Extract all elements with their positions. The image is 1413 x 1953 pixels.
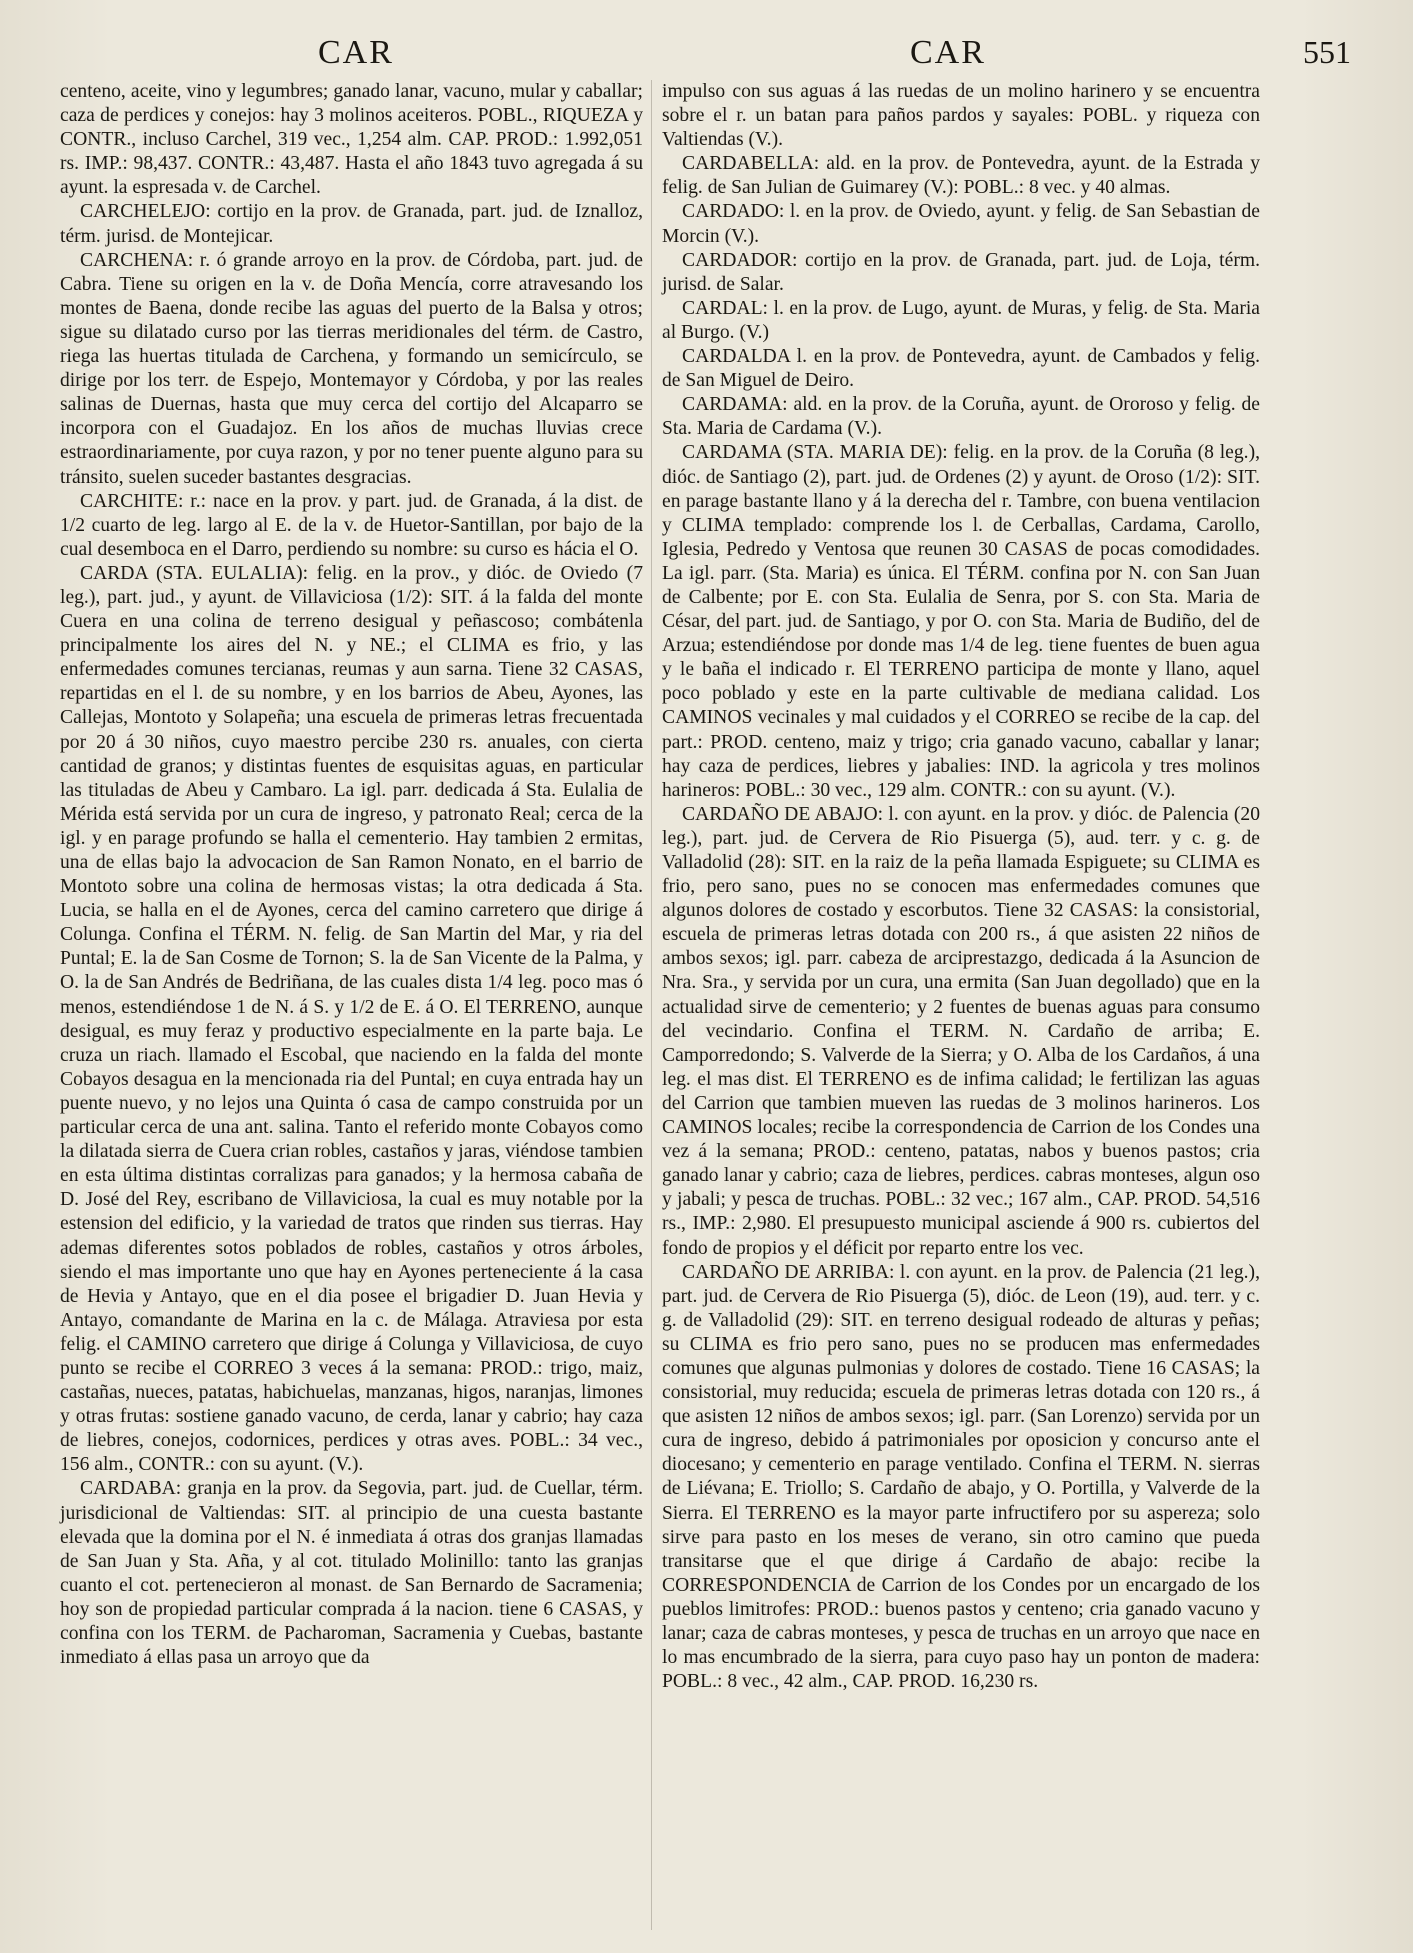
right-column <box>662 80 1260 1694</box>
entry-cardalda: CARDALDA l. en la prov. de Pontevedra, ayunt. de Cambados y felig. de San Miguel de Deiro. <box>662 346 1260 392</box>
entry-continuation: impulso con sus aguas á las ruedas de un molino harinero y se encuentra sobre el r. un batan para paños pardos y sayales: POBL. y riqueza con Valtiendas (V.). <box>662 81 1260 151</box>
entry-cardabella: CARDABELLA: ald. en la prov. de Pontevedra, ayunt. de la Estrada y felig. de San Julian de Guimarey (V.): POBL.: 8 vec. y 40 almas. <box>662 153 1260 199</box>
entry-cardano-de-abajo: CARDAÑO DE ABAJO: l. con ayunt. en la prov. y dióc. de Palencia (20 leg.), part. jud. de Cervera de Rio Pisuerga (5), aud. terr. y c. g. de Valladolid (28): SIT. en la raiz de la peña llamada Espiguete; su CLIMA es frio, pero sano, pues no se conocen mas enfermedades comunes que algunos dolores de costado y escorbutos. Tiene 32 CASAS: la consistorial, escuela de primeras letras dotada con 200 rs., á que asisten 22 niños de ambos sexos; igl. parr. cabeza de arciprestazgo, dedicada á la Asuncion de Nra. Sra., y servida por un cura, una ermita (San Juan degollado) que en la actualidad sirve de cementerio; y 2 fuentes de buenas aguas para consumo del vecindario. Confina el TERM. N. Cardaño de arriba; E. Camporredondo; S. Valverde de la Sierra; y O. Alba de los Cardaños, á una leg. el mas dist. El TERRENO es de infima calidad; le fertilizan las aguas del Carrion que tambien mueven las ruedas de 3 molinos harineros. Los CAMINOS locales; recibe la correspondencia de Carrion de los Condes una vez á la semana; PROD.: centeno, patatas, nabos y buenos pastos; cria ganado lanar y cabrio; caza de liebres, perdices. cabras monteses, algun oso y jabali; y pesca de truchas. POBL.: 32 vec.; 167 alm., CAP. PROD. 54,516 rs., IMP.: 2,980. El presupuesto municipal asciende á 900 rs. cubiertos del fondo de propios y el déficit por reparto entre los vec. <box>662 803 1260 1259</box>
entry-cardador: CARDADOR: cortijo en la prov. de Granada, part. jud. de Loja, térm. jurisd. de Salar. <box>662 249 1260 295</box>
page-number: 551 <box>1303 34 1351 70</box>
left-column <box>60 80 643 1670</box>
entry-continuation: centeno, aceite, vino y legumbres; ganado lanar, vacuno, mular y caballar; caza de perdices y conejos: hay 3 molinos aceiteros. POBL., RIQUEZA y CONTR., incluso Carchel, 319 vec., 1,254 alm. CAP. PROD.: 1.992,051 rs. IMP.: 98,437. CONTR.: 43,487. Hasta el año 1843 tuvo agregada á su ayunt. la espresada v. de Carchel. <box>60 81 643 199</box>
entry-cardano-de-arriba: CARDAÑO DE ARRIBA: l. con ayunt. en la prov. de Palencia (21 leg.), part. jud. de Cervera de Rio Pisuerga (5), dióc. de Leon (19), aud. terr. y c. g. de Valladolid (29): SIT. en terreno desigual rodeado de alturas y peñas; su CLIMA es frio pero sano, pues no se producen mas enfermedades comunes que algunas pulmonias y dolores de costado. Tiene 16 CASAS; la consistorial, muy reducida; escuela de primeras letras dotada con 120 rs., á que asisten 12 niños de ambos sexos; igl. parr. (San Lorenzo) servida por un cura de ingreso, debido á patrimoniales por oposicion y concurso ante el diocesano; y cementerio en parage ventilado. Confina el TERM. N. sierras de Liévana; E. Triollo; S. Cardaño de abajo, y O. Portilla, y Valverde de la Sierra. El TERRENO es la mayor parte infructifero por su aspereza; solo sirve para pasto en los meses de verano, sin otro camino que pueda transitarse que el que dirige á Cardaño de abajo: recibe la CORRESPONDENCIA de Carrion de los Condes por un encargado de los pueblos limitrofes: PROD.: buenos pastos y centeno; cria ganado vacuno y lanar; caza de cabras monteses, y pesca de truchas en un arroyo que nace en lo mas encumbrado de la sierra, para cuyo paso hay un ponton de madera: POBL.: 8 vec., 42 alm., CAP. PROD. 16,230 rs. <box>662 1261 1260 1693</box>
entry-carchena: CARCHENA: r. ó grande arroyo en la prov. de Córdoba, part. jud. de Cabra. Tiene su origen en la v. de Doña Mencía, corre atravesando los montes de Baena, donde recibe las aguas del puerto de la Balsa y otros; sigue su dilatado curso por las tierras meridionales del térm. de Castro, riega las huertas titulada de Carchena, y formando un semicírculo, se dirige por los terr. de Espejo, Montemayor y Córdoba, y por las reales salinas de Duernas, hasta que muy cerca del cortijo del Alcaparro se incorpora con el Guadajoz. En los años de muchas lluvias crece estraordinariamente, por cuya razon, y por no tener puente alguno para su tránsito, suelen suceder bastantes desgracias. <box>60 249 643 488</box>
entry-cardaba: CARDABA: granja en la prov. da Segovia, part. jud. de Cuellar, térm. jurisdicional de Valtiendas: SIT. al principio de una cuesta bastante elevada que la domina por el N. é inmediata á otras dos granjas llamadas de San Juan y Sta. Aña, y al cot. titulado Molinillo: tanto las granjas cuanto el cot. pertenecieron al monast. de San Bernardo de Sacramenia; hoy son de propiedad particular comprada á la nacion. tiene 6 CASAS, y confina con los TERM. de Pacharoman, Sacramenia y Cuebas, bastante inmediato á ellas pasa un arroyo que da <box>60 1478 643 1669</box>
entry-cardado: CARDADO: l. en la prov. de Oviedo, ayunt. y felig. de San Sebastian de Morcin (V.). <box>662 201 1260 247</box>
entry-carda: CARDA (STA. EULALIA): felig. en la prov., y dióc. de Oviedo (7 leg.), part. jud., y ayunt. de Villaviciosa (1/2): SIT. á la falda del monte Cuera en una colina de terreno desigual y peñascoso; combátenla principalmente los aires del N. y NE.; el CLIMA es frio, y las enfermedades comunes tercianas, reumas y aun sarna. Tiene 32 CASAS, repartidas en el l. de su nombre, y en los barrios de Abeu, Ayones, las Callejas, Montoto y Solapeña; una escuela de primeras letras frecuentada por 20 á 30 niños, cuyo maestro percibe 230 rs. anuales, con cierta cantidad de granos; y distintas fuentes de esquisitas aguas, en particular las tituladas de Abeu y Cambaro. La igl. parr. dedicada á Sta. Eulalia de Mérida está servida por un cura de ingreso, y patronato Real; cerca de la igl. y en parage profundo se halla el cementerio. Hay tambien 2 ermitas, una de ellas bajo la advocacion de San Ramon Nonato, en el barrio de Montoto sobre una colina de hermosas vistas; la otra dedicada á Sta. Lucia, se halla en el de Ayones, cerca del camino carretero que dirige á Colunga. Confina el TÉRM. N. felig. de San Martin del Mar, y ria del Puntal; E. la de San Cosme de Tornon; S. la de San Vicente de la Palma, y O. la de San Andrés de Bedriñana, de las cuales dista 1/4 leg. poco mas ó menos, estendiéndose 1 de N. á S. y 1/2 de E. á O. El TERRENO, aunque desigual, es muy feraz y productivo especialmente en la parte baja. Le cruza un riach. llamado el Escobal, que naciendo en la falda del monte Cobayos desagua en la mencionada ria del Puntal; en cuya entrada hay un puente nuevo, y no lejos una Quinta ó casa de campo construida por un particular cerca de una ant. salina. Tanto el referido monte Cobayos como la dilatada sierra de Cuera crian robles, castaños y jaras, viéndose tambien en esta última distintas corralizas para ganados; y la hermosa cabaña de D. José del Rey, escribano de Villaviciosa, la cual es muy notable por la estension del edificio, y la variedad de tratos que rinden sus tierras. Hay ademas diferentes sotos poblados de robles, castaños y otros árboles, siendo el mas importante uno que hay en Ayones perteneciente á la casa de Hevia y Antayo, que en el dia posee el brigadier D. Juan Hevia y Antayo, comandante de Marina en la c. de Málaga. Atraviesa por esta felig. el CAMINO carretero que dirige á Colunga y Villaviciosa, de cuyo punto se recibe el CORREO 3 veces á la semana: PROD.: trigo, maiz, castañas, nueces, patatas, habichuelas, manzanas, higos, naranjas, limones y otras frutas: sostiene ganado vacuno, de cerda, lanar y cabrio; hay caza de liebres, conejos, codornices, perdices y otras aves. POBL.: 34 vec., 156 alm., CONTR.: con su ayunt. (V.). <box>60 562 643 1476</box>
column-divider <box>651 80 652 1930</box>
entry-cardal: CARDAL: l. en la prov. de Lugo, ayunt. de Muras, y felig. de Sta. Maria al Burgo. (V.) <box>662 297 1260 343</box>
entry-carchelejo: CARCHELEJO: cortijo en la prov. de Granada, part. jud. de Iznalloz, térm. jurisd. de Montejicar. <box>60 201 643 247</box>
entry-carchite: CARCHITE: r.: nace en la prov. y part. jud. de Granada, á la dist. de 1/2 cuarto de leg. largo al E. de la v. de Huetor-Santillan, por bajo de la cual desemboca en el Darro, perdiendo su nombre: su curso es hácia el O. <box>60 490 643 560</box>
running-head-left: CAR <box>318 34 394 71</box>
entry-cardama: CARDAMA: ald. en la prov. de la Coruña, ayunt. de Ororoso y felig. de Sta. Maria de Cardama (V.). <box>662 394 1260 440</box>
entry-cardama-sta-maria: CARDAMA (STA. MARIA DE): felig. en la prov. de la Coruña (8 leg.), dióc. de Santiago (2), part. jud. de Ordenes (2) y ayunt. de Oroso (1/2): SIT. en parage bastante llano y á la derecha del r. Tambre, con buena ventilacion y CLIMA templado: comprende los l. de Cerballas, Cardama, Carollo, Iglesia, Pedredo y Ventosa que reunen 30 CASAS de pocas comodidades. La igl. parr. (Sta. Maria) es única. El TÉRM. confina por N. con San Juan de Calbente; por E. con Sta. Eulalia de Senra, por S. con Sta. Maria de César, del part. jud. de Santiago, y por O. con Sta. Maria de Budiño, del de Arzua; estendiéndose por donde mas 1/4 de leg. tiene fuentes de buen agua y le baña el indicado r. El TERRENO participa de monte y llano, aquel poco poblado y este en la parte cultivable de mediana calidad. Los CAMINOS vecinales y mal cuidados y el CORREO se recibe de la cap. del part.: PROD. centeno, maiz y trigo; cria ganado vacuno, caballar y lanar; hay caza de perdices, liebres y jabalies: IND. la agricola y tres molinos harineros: POBL.: 30 vec., 129 alm. CONTR.: con su ayunt. (V.). <box>662 442 1260 801</box>
running-head-right: CAR <box>910 34 986 71</box>
